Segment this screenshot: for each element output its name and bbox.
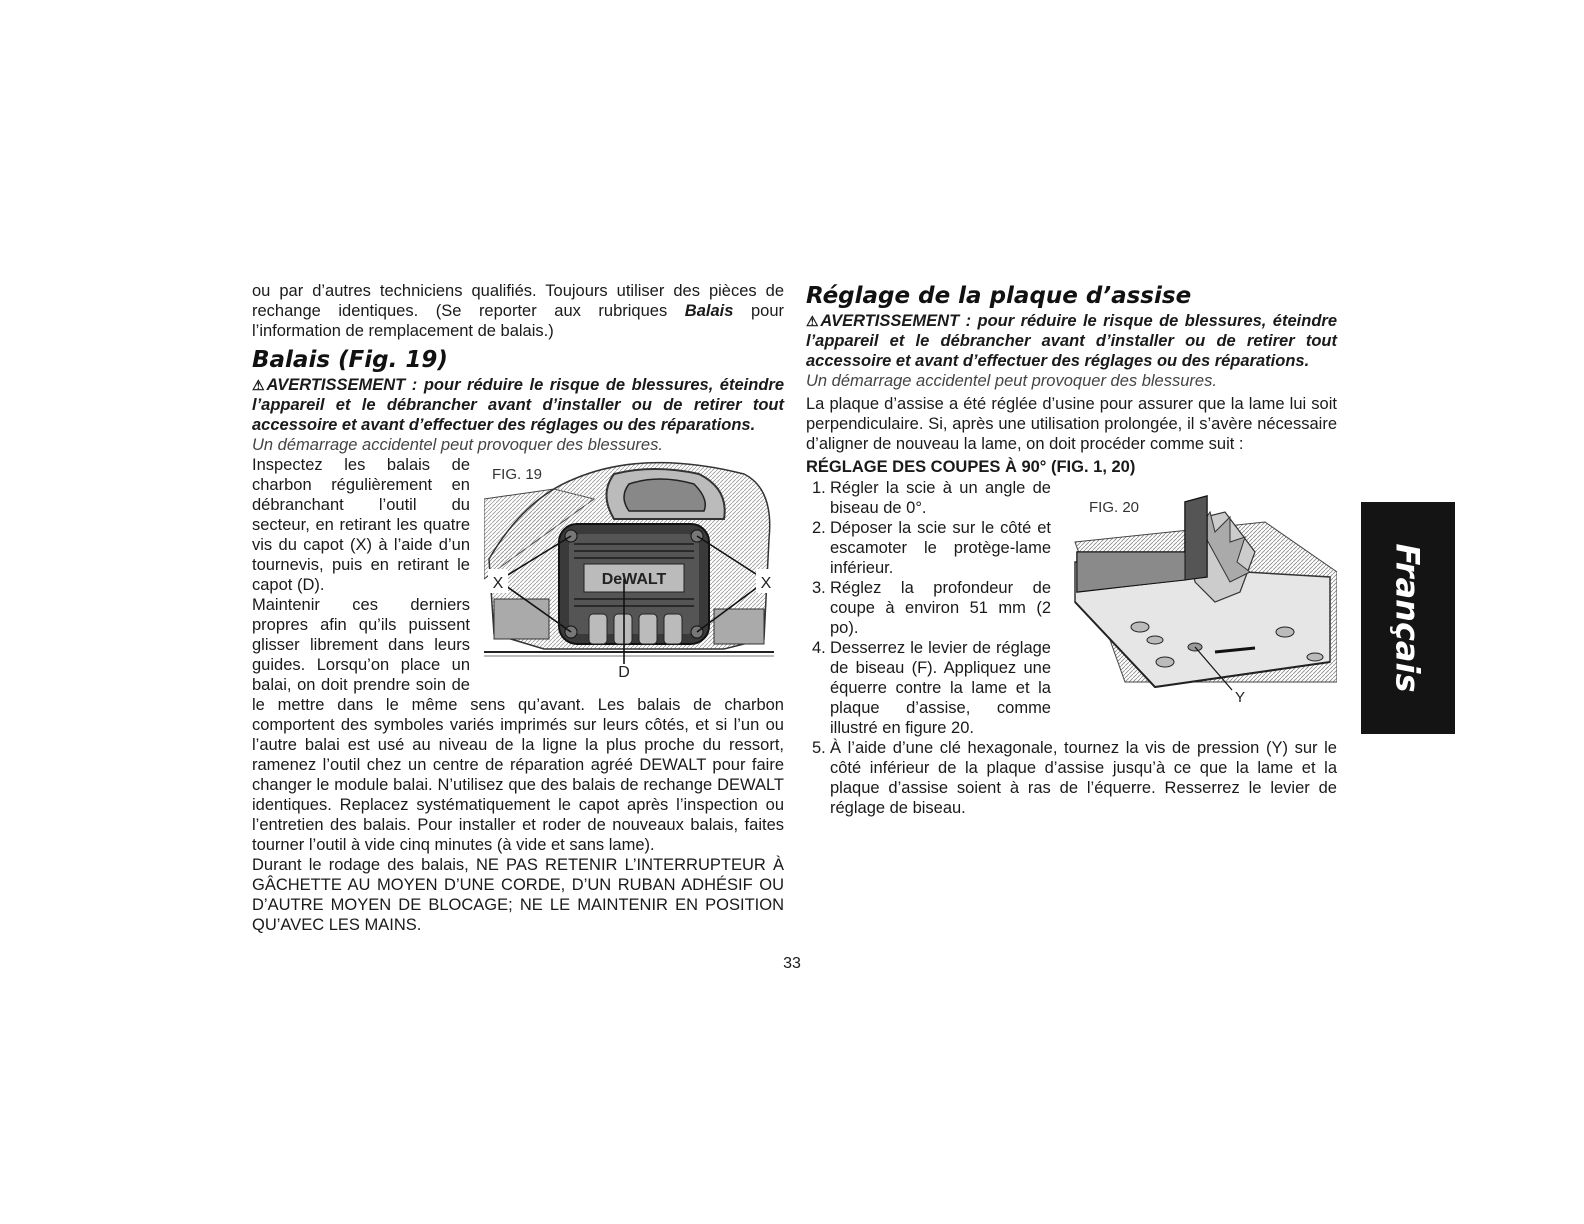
step-number: 3. (812, 579, 826, 597)
fig20-caption: FIG. 20 (1089, 499, 1140, 516)
step-number: 1. (812, 479, 826, 497)
step-text: Déposer la scie sur le côté et escamoter le protège-lame inférieur. (830, 519, 1051, 577)
step-item (806, 738, 1337, 818)
warning-text: AVERTISSEMENT : pour réduire le risque de blessures, éteindre l’appareil et le débrancher avant d’installer ou de retirer tout accessoire et avant d’effectuer des réglages ou des réparations. (806, 312, 1337, 370)
intro-paragraph (252, 281, 784, 341)
step-number: 2. (812, 519, 826, 537)
fig19-label-x-right: X (760, 575, 772, 592)
warning-block (252, 375, 784, 435)
warning-block (806, 311, 1337, 371)
subheading-90-cuts: RÉGLAGE DES COUPES À 90° (FIG. 1, 20) (806, 458, 1136, 476)
section-heading-plaque: Réglage de la plaque d’assise (806, 283, 1192, 309)
warning-icon: ⚠ (806, 313, 821, 329)
paragraph-break-in: Durant le rodage des balais, NE PAS RETENIR L’INTERRUPTEUR À GÂCHETTE AU MOYEN D’UNE CORDE, D’UN RUBAN ADHÉSIF OU D’AUTRE MOYEN DE BLOCAGE; NE LE MAINTENIR EN POSITION QU’AVEC LES MAINS. (252, 856, 784, 934)
intro-bold-ref: Balais (684, 302, 734, 320)
warning-text: AVERTISSEMENT : pour réduire le risque de blessures, éteindre l’appareil et le débrancher avant d’installer ou de retirer tout accessoire et avant d’effectuer des réglages ou des réparations. (252, 376, 784, 434)
steps-list (806, 478, 1337, 818)
step-item (806, 638, 1337, 738)
caution-text: Un démarrage accidentel peut provoquer des blessures. (252, 436, 663, 454)
fig19-label-x-left: X (492, 575, 504, 592)
intro-text: ou par d’autres techniciens qualifiés. Toujours utiliser des pièces de rechange identiques. (Se reporter aux rubriques (252, 282, 784, 320)
left-column (252, 281, 784, 935)
step-item (806, 578, 1337, 638)
step-item (806, 478, 1337, 518)
step-text: À l’aide d’une clé hexagonale, tournez la vis de pression (Y) sur le côté inférieur de la plaque d’assise jusqu’à ce que la lame et la plaque d’assise soient à ras de l’équerre. Resserrez le levier de réglage de biseau. (830, 739, 1337, 817)
right-column (806, 281, 1337, 818)
caution-text: Un démarrage accidentel peut provoquer des blessures. (806, 372, 1217, 390)
step-text: Réglez la profondeur de coupe à environ 51 mm (2 po). (830, 579, 1051, 637)
page-number: 33 (783, 955, 801, 972)
intro-text-end: pour l’information de remplacement de balais.) (252, 302, 784, 340)
warning-icon: ⚠ (252, 377, 267, 393)
language-tab (1361, 502, 1455, 734)
step-number: 5. (812, 739, 826, 757)
fig20-label-y: Y (1235, 689, 1246, 702)
brush-cover-illustration (484, 459, 784, 679)
paragraph-maintain: Maintenir ces derniers propres afin qu’ils puissent glisser librement dans leurs guides. Lorsqu’on place un balai, on doit prendre soin de le mettre dans le même sens qu’avant. Les balais de charbon comportent des symboles variés imprimés sur leurs côtés, et si l’un ou l’autre balai est usé au niveau de la ligne la plus proche du ressort, ramenez l’outil chez un centre de réparation agréé DEWALT pour faire changer le module balai. N’utilisez que des balais de rechange DEWALT identiques. Replacez systématiquement le capot après l’inspection ou l’entretien des balais. Pour installer et roder de nouveaux balais, faites tourner l’outil à vide cinq minutes (à vide et sans lame). (252, 596, 784, 854)
language-tab-label: Français (1389, 543, 1428, 693)
section-heading-balais: Balais (Fig. 19) (252, 347, 448, 373)
paragraph-factory-setting: La plaque d’assise a été réglée d’usine pour assurer que la lame lui soit perpendiculaire. Si, après une utilisation prolongée, il s’avère nécessaire d’aligner de nouveau la lame, on doit procéder comme suit : (806, 395, 1337, 453)
step-number: 4. (812, 639, 826, 657)
step-text: Desserrez le levier de réglage de biseau (F). Appliquez une équerre contre la lame et la plaque d’assise, comme illustré en figure 20. (830, 639, 1051, 737)
fig19-label-d: D (618, 664, 630, 679)
fig19-brand-label: DeWALT (601, 571, 667, 588)
step-text: Régler la scie à un angle de biseau de 0°. (830, 479, 1051, 517)
paragraph-inspect: Inspectez les balais de charbon régulièrement en débranchant l’outil du secteur, en retirant les quatre vis du capot (X) à l’aide d’un tournevis, puis en retirant le capot (D). (252, 456, 470, 594)
step-item (806, 518, 1337, 578)
figure-19 (484, 459, 784, 684)
fig19-caption: FIG. 19 (492, 466, 543, 483)
